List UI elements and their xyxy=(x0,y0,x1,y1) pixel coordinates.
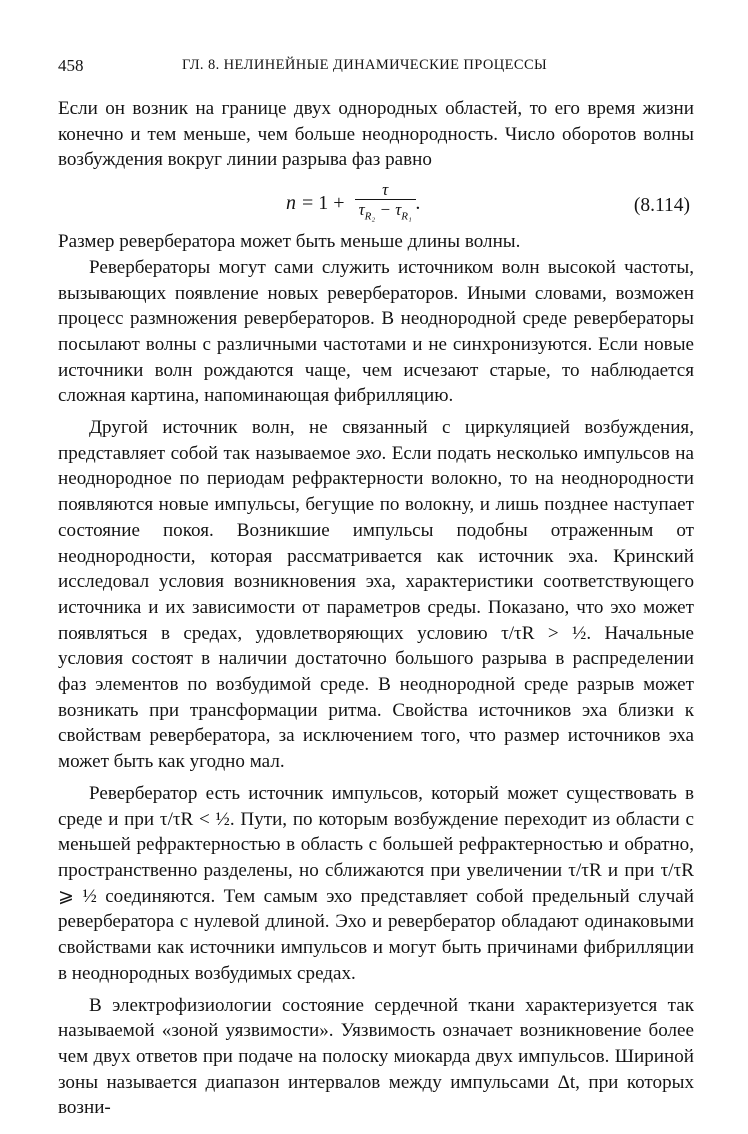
paragraph-3: Ревербераторы могут сами служить источником волн высокой частоты, вызывающих появление новых ревербераторов. Иными словами, возможен процесс размножения ревербераторов. В неоднородной среде ревербераторы посылают волны с различными частотами и не синхронизуются. Если новые источники волн рождаются чаще, чем исчезают старые, то наблюдается сложная картина, напоминающая фибрилляцию. xyxy=(58,256,694,407)
equation-trailing-period: . xyxy=(415,191,421,214)
paragraph-6: В электрофизиологии состояние сердечной ткани характеризуется так называемой «зоной уязвимости». Уязвимость означает возникновение более чем двух ответов при подаче на полоску миокарда двух импульсов. Шириной зоны называется диапазон интервалов между импульсами Δt, при которых возни- xyxy=(58,994,694,1119)
equation-rhs-prefix: = 1 + xyxy=(302,191,345,214)
page-body xyxy=(58,96,694,1121)
den-sub-a: R₂ xyxy=(364,210,376,223)
paragraph-4 xyxy=(58,415,694,775)
paragraph-2: Размер ревербератора может быть меньше длины волны. xyxy=(58,231,521,253)
paragraph-4-emphasis: эхо xyxy=(355,442,382,464)
den-tau-a: τ xyxy=(358,200,365,220)
equation-lhs: n xyxy=(286,191,296,214)
chapter-title: ГЛ. 8. НЕЛИНЕЙНЫЕ ДИНАМИЧЕСКИЕ ПРОЦЕССЫ xyxy=(182,57,548,73)
den-sub-b: R₁ xyxy=(401,210,412,223)
equation-fraction xyxy=(355,181,416,226)
running-header xyxy=(58,56,698,80)
equation-8-114 xyxy=(58,173,694,229)
paragraph-1: Если он возник на границе двух однородных областей, то его время жизни конечно и тем меньше, чем больше неоднородность. Число оборотов волны возбуждения вокруг линии разрыва фаз равно xyxy=(58,98,694,171)
page-number: 458 xyxy=(58,56,84,75)
paragraph-4-part-b: . Если подать несколько импульсов на неоднородное по периодам рефрактерности волокно, то на неоднородности появляются новые импульсы, бегущие по волокну, и лишь позднее наступает состояние покоя. Возникшие импульсы подобны отраженным от неоднородности, которая рассматривается как источник эха. Кринский исследовал условия возникновения эха, характеристики соответствующего источника и их зависимости от параметров среды. Показано, что эхо может появляться в средах, удовлетворяющих условию τ/τR > ½. Начальные условия состоят в наличии достаточно большого разрыва в распределении фаз элементов по возбудимой среде. В неоднородной среде разрыв может возникать при трансформации ритма. Свойства источников эха близки к свойствам ревербератора, за исключением того, что размер источников эха может быть как угодно мал. xyxy=(58,442,694,773)
den-tau-b: τ xyxy=(395,200,402,220)
fraction-numerator: τ xyxy=(382,180,389,200)
equation-number: (8.114) xyxy=(633,195,690,217)
paragraph-4-part-a: Другой источник волн, не связанный с циркуляцией возбуждения, представляет собой так называемое xyxy=(58,417,694,464)
fraction-denominator xyxy=(355,200,416,226)
equation-expression xyxy=(286,181,421,226)
paragraph-5: Ревербератор есть источник импульсов, который может существовать в среде и при τ/τR < ½. Пути, по которым возбуждение переходит из области с меньшей рефрактерностью в область с большей рефрактерностью и обратно, пространственно разделены, но сближаются при увеличении τ/τR и при τ/τR ⩾ ½ соединяются. Тем самым эхо представляет собой предельный случай ревербератора с нулевой длиной. Эхо и ревербератор обладают одинаковыми свойствами как источники импульсов и могут быть причинами фибрилляции в неоднородных возбудимых средах. xyxy=(58,782,694,984)
den-minus: − xyxy=(375,200,396,220)
